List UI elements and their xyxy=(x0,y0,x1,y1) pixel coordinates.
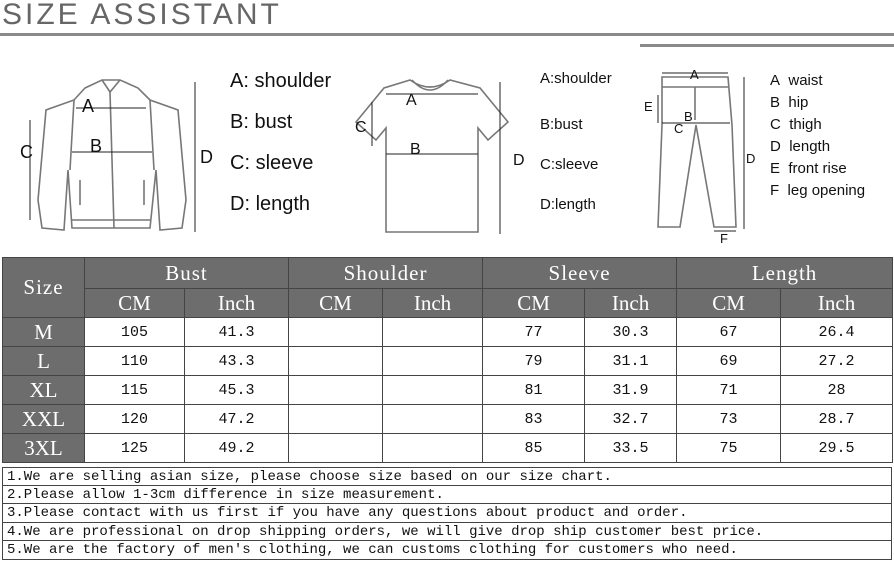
page-title: SIZE ASSISTANT xyxy=(2,0,282,31)
title-divider xyxy=(0,33,894,36)
tshirt-label-b: B xyxy=(410,141,421,158)
table-row xyxy=(3,376,893,405)
legend-text: bust xyxy=(254,111,293,133)
table-cell: 81 xyxy=(483,376,585,405)
table-cell xyxy=(289,318,383,347)
legend-key: C xyxy=(770,116,781,133)
legend-text: sleeve xyxy=(255,152,314,174)
tshirt-legend-item: C:sleeve xyxy=(540,156,599,173)
unit-header: CM xyxy=(677,289,781,318)
table-cell: 73 xyxy=(677,405,781,434)
pants-legend-item xyxy=(770,138,830,155)
table-cell xyxy=(383,347,483,376)
legend-text: front rise xyxy=(788,160,847,177)
pants-diagram xyxy=(640,65,760,245)
tshirt-legend-item: A:shoulder xyxy=(540,70,612,87)
group-header-shoulder: Shoulder xyxy=(289,258,483,289)
jacket-label-d: D xyxy=(200,147,213,167)
note-item: 3.Please contact with us first if you have any questions about product and order. xyxy=(2,504,892,523)
note-item: 4.We are professional on drop shipping orders, we will give drop ship customer best price. xyxy=(2,523,892,542)
note-item: 1.We are selling asian size, please choose size based on our size chart. xyxy=(2,467,892,486)
table-cell: 33.5 xyxy=(585,434,677,463)
table-cell: 28 xyxy=(781,376,893,405)
unit-header: Inch xyxy=(585,289,677,318)
pants-label-f: F xyxy=(720,231,728,245)
legend-key: E xyxy=(770,160,781,177)
table-unit-row xyxy=(3,289,893,318)
legend-key: C: xyxy=(230,152,250,174)
size-table xyxy=(2,257,893,463)
pants-legend-item xyxy=(770,72,823,89)
group-header-length: Length xyxy=(677,258,893,289)
table-cell: 69 xyxy=(677,347,781,376)
legend-text: hip xyxy=(788,94,809,111)
group-header-sleeve: Sleeve xyxy=(483,258,677,289)
tshirt-diagram xyxy=(350,72,530,242)
table-cell xyxy=(383,434,483,463)
size-label: L xyxy=(3,347,85,376)
notes-list xyxy=(2,467,892,560)
table-cell: 77 xyxy=(483,318,585,347)
jacket-legend-item xyxy=(230,152,313,175)
legend-key: D: xyxy=(230,193,250,215)
table-cell: 47.2 xyxy=(185,405,289,434)
table-cell: 32.7 xyxy=(585,405,677,434)
size-header: Size xyxy=(3,258,85,318)
unit-header: Inch xyxy=(781,289,893,318)
title-divider-short xyxy=(640,44,894,47)
tshirt-legend-item: B:bust xyxy=(540,116,583,133)
table-row xyxy=(3,318,893,347)
unit-header: CM xyxy=(85,289,185,318)
legend-key: D xyxy=(770,138,781,155)
table-cell xyxy=(289,376,383,405)
table-cell: 30.3 xyxy=(585,318,677,347)
jacket-legend-item xyxy=(230,70,331,93)
table-cell: 105 xyxy=(85,318,185,347)
jacket-diagram xyxy=(10,70,225,245)
table-cell xyxy=(289,405,383,434)
legend-key: A xyxy=(770,72,781,89)
table-cell: 110 xyxy=(85,347,185,376)
jacket-legend-item xyxy=(230,111,292,134)
table-header-row xyxy=(3,258,893,289)
pants-label-c: C xyxy=(674,121,684,136)
tshirt-label-d: D xyxy=(513,152,525,169)
table-cell: 115 xyxy=(85,376,185,405)
legend-key: B xyxy=(770,94,781,111)
unit-header: CM xyxy=(289,289,383,318)
legend-key: F xyxy=(770,182,780,199)
table-cell: 67 xyxy=(677,318,781,347)
table-cell: 31.1 xyxy=(585,347,677,376)
pants-legend-item xyxy=(770,94,808,111)
group-header-bust: Bust xyxy=(85,258,289,289)
table-cell: 83 xyxy=(483,405,585,434)
table-cell: 29.5 xyxy=(781,434,893,463)
legend-text: length xyxy=(255,193,311,215)
table-cell xyxy=(383,376,483,405)
jacket-label-a: A xyxy=(82,96,95,116)
tshirt-legend-item: D:length xyxy=(540,196,596,213)
size-label: 3XL xyxy=(3,434,85,463)
legend-text: length xyxy=(789,138,831,155)
jacket-label-c: C xyxy=(20,142,33,162)
table-cell: 120 xyxy=(85,405,185,434)
pants-legend-item xyxy=(770,116,822,133)
table-cell xyxy=(383,405,483,434)
pants-legend-item xyxy=(770,182,865,199)
size-label: XL xyxy=(3,376,85,405)
table-cell: 71 xyxy=(677,376,781,405)
size-label: M xyxy=(3,318,85,347)
table-row xyxy=(3,405,893,434)
legend-key: B: xyxy=(230,111,249,133)
table-cell: 49.2 xyxy=(185,434,289,463)
unit-header: CM xyxy=(483,289,585,318)
jacket-label-b: B xyxy=(90,136,103,156)
legend-text: leg opening xyxy=(787,182,866,199)
table-cell: 45.3 xyxy=(185,376,289,405)
table-cell: 75 xyxy=(677,434,781,463)
pants-label-a: A xyxy=(690,67,699,82)
table-cell: 27.2 xyxy=(781,347,893,376)
table-row xyxy=(3,347,893,376)
table-cell: 79 xyxy=(483,347,585,376)
legend-text: waist xyxy=(788,72,823,89)
pants-label-e: E xyxy=(644,99,653,114)
size-label: XXL xyxy=(3,405,85,434)
table-cell: 28.7 xyxy=(781,405,893,434)
table-row xyxy=(3,434,893,463)
unit-header: Inch xyxy=(185,289,289,318)
table-cell xyxy=(289,434,383,463)
tshirt-label-c: C xyxy=(355,119,367,136)
table-cell: 43.3 xyxy=(185,347,289,376)
legend-text: shoulder xyxy=(254,70,332,92)
table-cell: 41.3 xyxy=(185,318,289,347)
tshirt-label-a: A xyxy=(406,92,417,109)
note-item: 2.Please allow 1-3cm difference in size measurement. xyxy=(2,486,892,505)
table-cell xyxy=(383,318,483,347)
pants-label-b: B xyxy=(684,109,693,124)
legend-text: thigh xyxy=(789,116,822,133)
note-item: 5.We are the factory of men's clothing, we can customs clothing for customers who need. xyxy=(2,541,892,560)
pants-legend-item xyxy=(770,160,847,177)
table-cell xyxy=(289,347,383,376)
table-cell: 85 xyxy=(483,434,585,463)
table-cell: 125 xyxy=(85,434,185,463)
table-cell: 31.9 xyxy=(585,376,677,405)
legend-key: A: xyxy=(230,70,249,92)
jacket-legend-item xyxy=(230,193,310,216)
table-cell: 26.4 xyxy=(781,318,893,347)
unit-header: Inch xyxy=(383,289,483,318)
pants-label-d: D xyxy=(746,151,756,166)
